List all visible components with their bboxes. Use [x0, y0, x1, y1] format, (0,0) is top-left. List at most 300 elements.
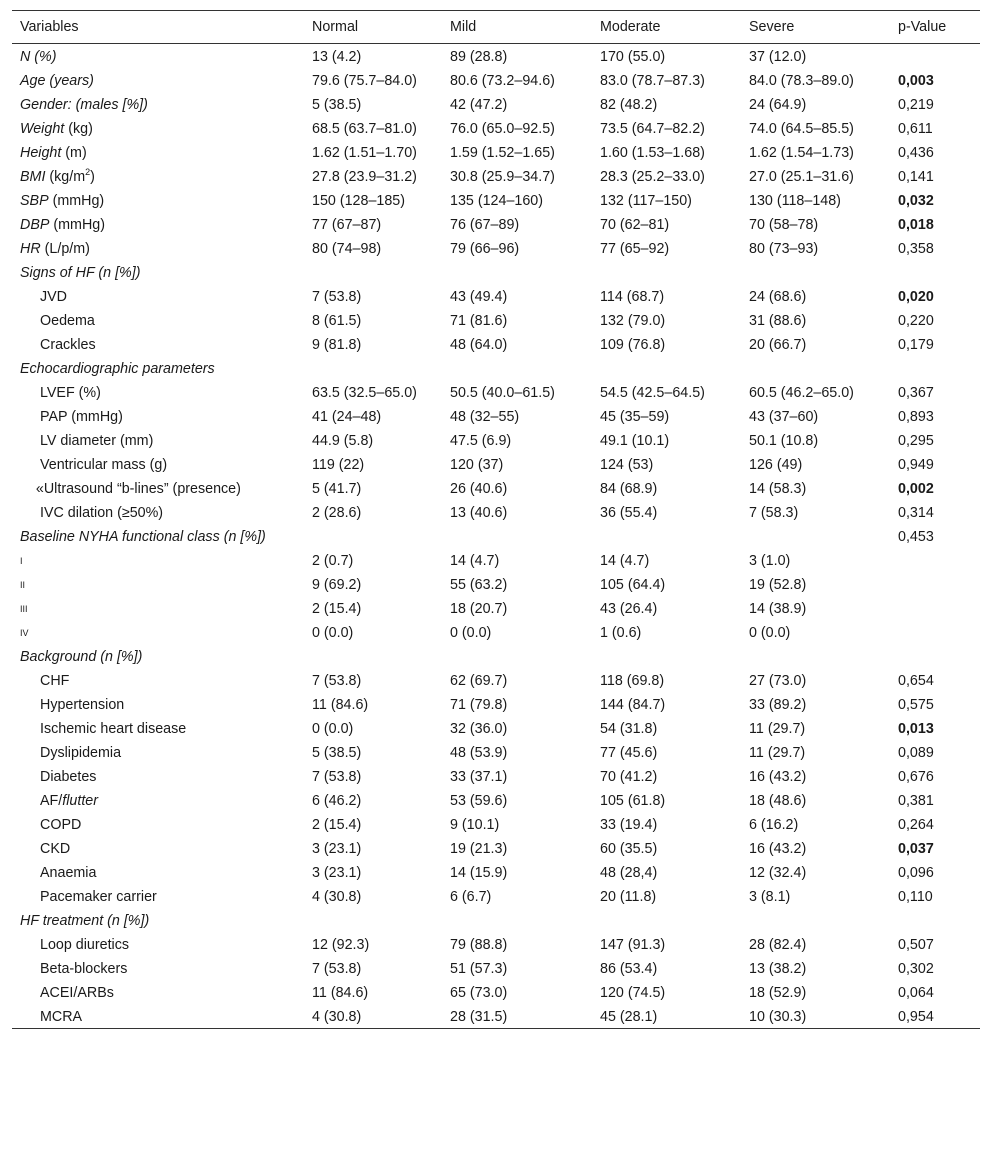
table-row: [12, 212, 980, 236]
cell-severe: 27.0 (25.1–31.6): [749, 169, 854, 185]
row-label: [12, 164, 304, 188]
label-italic: Weight: [20, 121, 65, 137]
cell-moderate: 54 (31.8): [600, 721, 658, 737]
cell-normal: 11 (84.6): [312, 697, 369, 713]
cell-moderate: 49.1 (10.1): [600, 433, 670, 449]
cell-severe: 50.1 (10.8): [749, 433, 819, 449]
table-row: [12, 404, 980, 428]
row-label: LV diameter (mm): [40, 433, 154, 449]
cell-severe: [741, 356, 890, 380]
label-italic: Baseline NYHA functional class (n [%]): [20, 529, 266, 545]
cell-normal: 6 (46.2): [312, 793, 362, 809]
cell-severe: 74.0 (64.5–85.5): [749, 121, 854, 137]
cell-p-value: 0,611: [898, 121, 933, 137]
label-unit: (mmHg): [49, 217, 105, 233]
cell-severe: 16 (43.2): [749, 841, 807, 857]
row-label: [12, 68, 304, 92]
cell-severe: 24 (68.6): [749, 289, 807, 305]
label-italic: Gender: (males [%]): [20, 97, 148, 113]
cell-p-value: 0,295: [898, 433, 934, 449]
row-label: [12, 260, 304, 284]
row-label: [12, 92, 304, 116]
row-label: [12, 44, 304, 69]
cell-mild: 65 (73.0): [450, 985, 508, 1001]
cell-moderate: 33 (19.4): [600, 817, 658, 833]
row-label: Anaemia: [40, 865, 97, 881]
cell-moderate: 70 (62–81): [600, 217, 670, 233]
cell-p-value: 0,032: [898, 193, 934, 209]
table-row: [12, 1004, 980, 1029]
cell-moderate: 144 (84.7): [600, 697, 666, 713]
label-italic: BMI: [20, 169, 46, 185]
cell-p-value: [890, 572, 980, 596]
cell-mild: 33 (37.1): [450, 769, 508, 785]
label-italic: Signs of HF (n [%]): [20, 265, 141, 281]
cell-severe: 43 (37–60): [749, 409, 819, 425]
cell-mild: 79 (66–96): [450, 241, 520, 257]
cell-moderate: 82 (48.2): [600, 97, 658, 113]
cell-severe: [741, 524, 890, 548]
label-italic: flutter: [62, 793, 99, 809]
cell-p-value: 0,264: [898, 817, 934, 833]
cell-p-value: 0,381: [898, 793, 934, 809]
label-italic: DBP: [20, 217, 50, 233]
cell-moderate: 83.0 (78.7–87.3): [600, 73, 705, 89]
cell-mild: 89 (28.8): [450, 49, 508, 65]
cell-p-value: [890, 260, 980, 284]
table-row: [12, 68, 980, 92]
cell-p-value: 0,141: [898, 169, 934, 185]
cell-p-value: 0,949: [898, 457, 934, 473]
cell-moderate: 43 (26.4): [600, 601, 658, 617]
cell-normal: 2 (15.4): [312, 817, 362, 833]
cell-normal: 7 (53.8): [312, 769, 362, 785]
cell-moderate: 28.3 (25.2–33.0): [600, 169, 705, 185]
table-row: [12, 524, 980, 548]
cell-p-value: 0,179: [898, 337, 934, 353]
table-row: [12, 620, 980, 644]
cell-severe: 6 (16.2): [749, 817, 799, 833]
label-italic: N (%): [20, 49, 57, 65]
cell-p-value: 0,037: [898, 841, 934, 857]
cell-mild: 6 (6.7): [450, 889, 492, 905]
table-body: [12, 44, 980, 1029]
cell-severe: 27 (73.0): [749, 673, 807, 689]
header-moderate: Moderate: [600, 19, 661, 35]
cell-mild: 9 (10.1): [450, 817, 500, 833]
cell-p-value: 0,893: [898, 409, 934, 425]
table-row: [12, 476, 980, 500]
table-row: [12, 980, 980, 1004]
cell-moderate: [592, 644, 741, 668]
row-label: [12, 788, 304, 812]
row-label: Ventricular mass (g): [40, 457, 168, 473]
cell-mild: [442, 524, 592, 548]
row-label: [12, 188, 304, 212]
cell-mild: 30.8 (25.9–34.7): [450, 169, 555, 185]
cell-moderate: 77 (45.6): [600, 745, 658, 761]
cell-normal: 2 (28.6): [312, 505, 362, 521]
cell-moderate: 54.5 (42.5–64.5): [600, 385, 705, 401]
row-label: [12, 644, 304, 668]
table-row: [12, 116, 980, 140]
cell-severe: 60.5 (46.2–65.0): [749, 385, 854, 401]
cell-normal: 79.6 (75.7–84.0): [312, 73, 417, 89]
cell-normal: [304, 356, 442, 380]
table-row: [12, 836, 980, 860]
cell-normal: 4 (30.8): [312, 889, 362, 905]
cell-p-value: 0,219: [898, 97, 934, 113]
header-p-value: p-Value: [898, 19, 947, 35]
cell-mild: 1.59 (1.52–1.65): [450, 145, 555, 161]
cell-p-value: 0,002: [898, 481, 934, 497]
row-label: I: [20, 556, 23, 566]
cell-moderate: 70 (41.2): [600, 769, 658, 785]
cell-normal: [304, 260, 442, 284]
table-row: [12, 260, 980, 284]
row-label: [12, 524, 304, 548]
cell-normal: 7 (53.8): [312, 961, 362, 977]
cell-severe: 28 (82.4): [749, 937, 807, 953]
table-row: [12, 956, 980, 980]
label-unit: (kg/m: [45, 169, 86, 185]
cell-severe: 130 (118–148): [749, 193, 841, 209]
row-label: JVD: [40, 289, 68, 305]
cell-severe: 14 (38.9): [749, 601, 807, 617]
cell-p-value: 0,676: [898, 769, 934, 785]
cell-severe: 18 (48.6): [749, 793, 807, 809]
cell-mild: 62 (69.7): [450, 673, 508, 689]
cell-mild: 14 (4.7): [450, 553, 500, 569]
cell-severe: 84.0 (78.3–89.0): [749, 73, 854, 89]
row-label: IVC dilation (≥50%): [40, 505, 164, 521]
row-label: Ischemic heart disease: [40, 721, 187, 737]
cell-normal: 3 (23.1): [312, 865, 362, 881]
row-label: [12, 212, 304, 236]
cell-mild: [442, 260, 592, 284]
row-label: [12, 908, 304, 932]
cell-severe: 20 (66.7): [749, 337, 807, 353]
cell-p-value: 0,367: [898, 385, 934, 401]
table-row: [12, 380, 980, 404]
cell-mild: [442, 356, 592, 380]
cell-mild: 0 (0.0): [450, 625, 492, 641]
cell-normal: 5 (38.5): [312, 97, 362, 113]
label-superscript: 2: [85, 167, 91, 178]
cell-severe: 7 (58.3): [749, 505, 799, 521]
table-row: [12, 716, 980, 740]
row-label: PAP (mmHg): [40, 409, 123, 425]
cell-severe: 80 (73–93): [749, 241, 819, 257]
cell-normal: 119 (22): [312, 457, 365, 473]
cell-p-value: [890, 908, 980, 932]
table-row: [12, 428, 980, 452]
cell-severe: [741, 908, 890, 932]
row-label: Beta-blockers: [40, 961, 128, 977]
cell-p-value: 0,436: [898, 145, 934, 161]
cell-p-value: [890, 356, 980, 380]
cell-moderate: 1 (0.6): [600, 625, 642, 641]
table-row: [12, 932, 980, 956]
cell-mild: 18 (20.7): [450, 601, 508, 617]
cell-normal: 150 (128–185): [312, 193, 406, 209]
cell-mild: 71 (79.8): [450, 697, 508, 713]
cell-moderate: 45 (35–59): [600, 409, 670, 425]
cell-normal: 68.5 (63.7–81.0): [312, 121, 417, 137]
cell-normal: 13 (4.2): [312, 49, 362, 65]
label-italic: Age (years): [20, 73, 94, 89]
cell-normal: [304, 524, 442, 548]
cell-moderate: [592, 524, 741, 548]
cell-p-value: [890, 596, 980, 620]
cell-normal: 8 (61.5): [312, 313, 362, 329]
table-row: [12, 284, 980, 308]
table-row: [12, 668, 980, 692]
table-row: [12, 452, 980, 476]
cell-moderate: 109 (76.8): [600, 337, 666, 353]
cell-moderate: 14 (4.7): [600, 553, 650, 569]
cell-severe: 1.62 (1.54–1.73): [749, 145, 854, 161]
cell-mild: 76.0 (65.0–92.5): [450, 121, 555, 137]
cell-normal: 9 (81.8): [312, 337, 362, 353]
cell-mild: 19 (21.3): [450, 841, 508, 857]
cell-normal: 2 (0.7): [312, 553, 354, 569]
cell-normal: 5 (38.5): [312, 745, 362, 761]
row-label: COPD: [40, 817, 82, 833]
cell-moderate: 105 (61.8): [600, 793, 666, 809]
row-label: Crackles: [40, 337, 96, 353]
cell-mild: 53 (59.6): [450, 793, 508, 809]
header-variables: Variables: [20, 19, 79, 35]
cell-moderate: [592, 908, 741, 932]
cell-mild: 50.5 (40.0–61.5): [450, 385, 555, 401]
table-row: [12, 908, 980, 932]
label-unit: (kg): [64, 121, 93, 137]
label-text: AF/: [40, 793, 63, 809]
row-label: Loop diuretics: [40, 937, 130, 953]
row-label: [12, 140, 304, 164]
cell-mild: 48 (53.9): [450, 745, 508, 761]
table-row: [12, 308, 980, 332]
header-severe: Severe: [749, 19, 795, 35]
header-row: [12, 11, 980, 44]
cell-moderate: 120 (74.5): [600, 985, 666, 1001]
cell-normal: 44.9 (5.8): [312, 433, 374, 449]
cell-moderate: 105 (64.4): [600, 577, 666, 593]
cell-mild: 47.5 (6.9): [450, 433, 512, 449]
cell-moderate: 170 (55.0): [600, 49, 666, 65]
cell-p-value: 0,110: [898, 889, 933, 905]
cell-p-value: 0,089: [898, 745, 934, 761]
cell-severe: 13 (38.2): [749, 961, 807, 977]
table-row: [12, 572, 980, 596]
cell-moderate: 132 (117–150): [600, 193, 692, 209]
cell-moderate: [592, 260, 741, 284]
data-table: [12, 10, 980, 1029]
table-row: [12, 332, 980, 356]
cell-severe: 14 (58.3): [749, 481, 807, 497]
cell-mild: 13 (40.6): [450, 505, 508, 521]
cell-severe: 10 (30.3): [749, 1009, 807, 1025]
cell-normal: 27.8 (23.9–31.2): [312, 169, 417, 185]
table-row: [12, 500, 980, 524]
row-label: [12, 116, 304, 140]
label-italic: Echocardiographic parameters: [20, 361, 215, 377]
header-mild: Mild: [450, 19, 477, 35]
row-label: Dyslipidemia: [40, 745, 122, 761]
cell-mild: [442, 644, 592, 668]
table-row: [12, 92, 980, 116]
cell-normal: 41 (24–48): [312, 409, 382, 425]
cell-severe: 16 (43.2): [749, 769, 807, 785]
cell-mild: 120 (37): [450, 457, 504, 473]
cell-moderate: 114 (68.7): [600, 289, 665, 305]
cell-normal: 4 (30.8): [312, 1009, 362, 1025]
cell-severe: 3 (1.0): [749, 553, 791, 569]
cell-moderate: 86 (53.4): [600, 961, 658, 977]
cell-severe: 126 (49): [749, 457, 803, 473]
cell-p-value: 0,654: [898, 673, 934, 689]
label-italic: SBP: [20, 193, 49, 209]
row-label: Oedema: [40, 313, 95, 329]
table-container: [12, 10, 980, 1029]
label-italic: HR: [20, 241, 41, 257]
table-row: [12, 692, 980, 716]
row-label: Diabetes: [40, 769, 97, 785]
row-label: LVEF (%): [40, 385, 101, 401]
cell-moderate: 124 (53): [600, 457, 654, 473]
cell-severe: 24 (64.9): [749, 97, 807, 113]
table-row: [12, 140, 980, 164]
table-row: [12, 644, 980, 668]
cell-p-value: 0,453: [898, 529, 934, 545]
table-row: [12, 596, 980, 620]
cell-mild: 48 (64.0): [450, 337, 508, 353]
table-row: [12, 788, 980, 812]
cell-normal: 5 (41.7): [312, 481, 362, 497]
cell-mild: 14 (15.9): [450, 865, 508, 881]
cell-mild: 26 (40.6): [450, 481, 508, 497]
cell-p-value: [890, 44, 980, 69]
cell-p-value: 0,020: [898, 289, 934, 305]
cell-normal: 2 (15.4): [312, 601, 362, 617]
cell-mild: 48 (32–55): [450, 409, 520, 425]
cell-moderate: 60 (35.5): [600, 841, 658, 857]
cell-p-value: 0,096: [898, 865, 934, 881]
cell-p-value: [890, 620, 980, 644]
table-row: [12, 860, 980, 884]
row-label: II: [20, 580, 26, 590]
cell-mild: 42 (47.2): [450, 97, 508, 113]
table-row: [12, 548, 980, 572]
cell-moderate: 147 (91.3): [600, 937, 666, 953]
label-italic: Height: [20, 145, 62, 161]
cell-p-value: 0,358: [898, 241, 934, 257]
cell-p-value: 0,220: [898, 313, 934, 329]
cell-severe: 19 (52.8): [749, 577, 807, 593]
cell-mild: 79 (88.8): [450, 937, 508, 953]
cell-mild: [442, 908, 592, 932]
cell-mild: 71 (81.6): [450, 313, 508, 329]
cell-mild: 80.6 (73.2–94.6): [450, 73, 555, 89]
row-label: CKD: [40, 841, 71, 857]
label-italic: Background (n [%]): [20, 649, 143, 665]
cell-normal: 77 (67–87): [312, 217, 382, 233]
table-row: [12, 44, 980, 69]
cell-p-value: [890, 644, 980, 668]
table-row: [12, 188, 980, 212]
label-unit: (mmHg): [48, 193, 105, 209]
cell-normal: 9 (69.2): [312, 577, 362, 593]
table-row: [12, 164, 980, 188]
cell-p-value: 0,018: [898, 217, 934, 233]
cell-severe: 11 (29.7): [749, 721, 806, 737]
cell-mild: 32 (36.0): [450, 721, 508, 737]
cell-mild: 51 (57.3): [450, 961, 508, 977]
cell-p-value: 0,575: [898, 697, 934, 713]
cell-normal: 63.5 (32.5–65.0): [312, 385, 417, 401]
cell-severe: 31 (88.6): [749, 313, 807, 329]
label-unit: (L/p/m): [40, 241, 90, 257]
cell-mild: 28 (31.5): [450, 1009, 508, 1025]
table-row: [12, 812, 980, 836]
header-normal: Normal: [312, 19, 359, 35]
cell-moderate: 118 (69.8): [600, 673, 665, 689]
row-label: CHF: [40, 673, 70, 689]
cell-p-value: 0,003: [898, 73, 934, 89]
cell-p-value: 0,507: [898, 937, 934, 953]
row-label: MCRA: [40, 1009, 83, 1025]
table-header: [12, 11, 980, 44]
cell-normal: 1.62 (1.51–1.70): [312, 145, 417, 161]
cell-severe: [741, 644, 890, 668]
cell-moderate: 77 (65–92): [600, 241, 670, 257]
cell-mild: 135 (124–160): [450, 193, 544, 209]
cell-severe: 33 (89.2): [749, 697, 807, 713]
cell-moderate: [592, 356, 741, 380]
row-label: «Ultrasound “b-lines” (presence): [20, 481, 241, 497]
cell-normal: [304, 908, 442, 932]
cell-severe: 0 (0.0): [749, 625, 791, 641]
cell-normal: 12 (92.3): [312, 937, 370, 953]
cell-moderate: 36 (55.4): [600, 505, 658, 521]
cell-mild: 76 (67–89): [450, 217, 520, 233]
label-unit-close: ): [90, 169, 95, 185]
row-label: III: [20, 604, 28, 614]
row-label: Hypertension: [40, 697, 125, 713]
row-label: [12, 356, 304, 380]
cell-normal: 80 (74–98): [312, 241, 382, 257]
cell-p-value: 0,013: [898, 721, 934, 737]
cell-mild: 55 (63.2): [450, 577, 508, 593]
cell-normal: 0 (0.0): [312, 625, 354, 641]
label-italic: HF treatment (n [%]): [20, 913, 150, 929]
cell-normal: [304, 644, 442, 668]
table-row: [12, 236, 980, 260]
table-row: [12, 740, 980, 764]
cell-moderate: 132 (79.0): [600, 313, 666, 329]
cell-moderate: 73.5 (64.7–82.2): [600, 121, 705, 137]
cell-severe: [741, 260, 890, 284]
table-row: [12, 356, 980, 380]
cell-normal: 7 (53.8): [312, 673, 362, 689]
cell-moderate: 1.60 (1.53–1.68): [600, 145, 705, 161]
cell-normal: 7 (53.8): [312, 289, 362, 305]
cell-p-value: 0,302: [898, 961, 934, 977]
cell-normal: 0 (0.0): [312, 721, 354, 737]
cell-p-value: [890, 548, 980, 572]
cell-p-value: 0,064: [898, 985, 934, 1001]
